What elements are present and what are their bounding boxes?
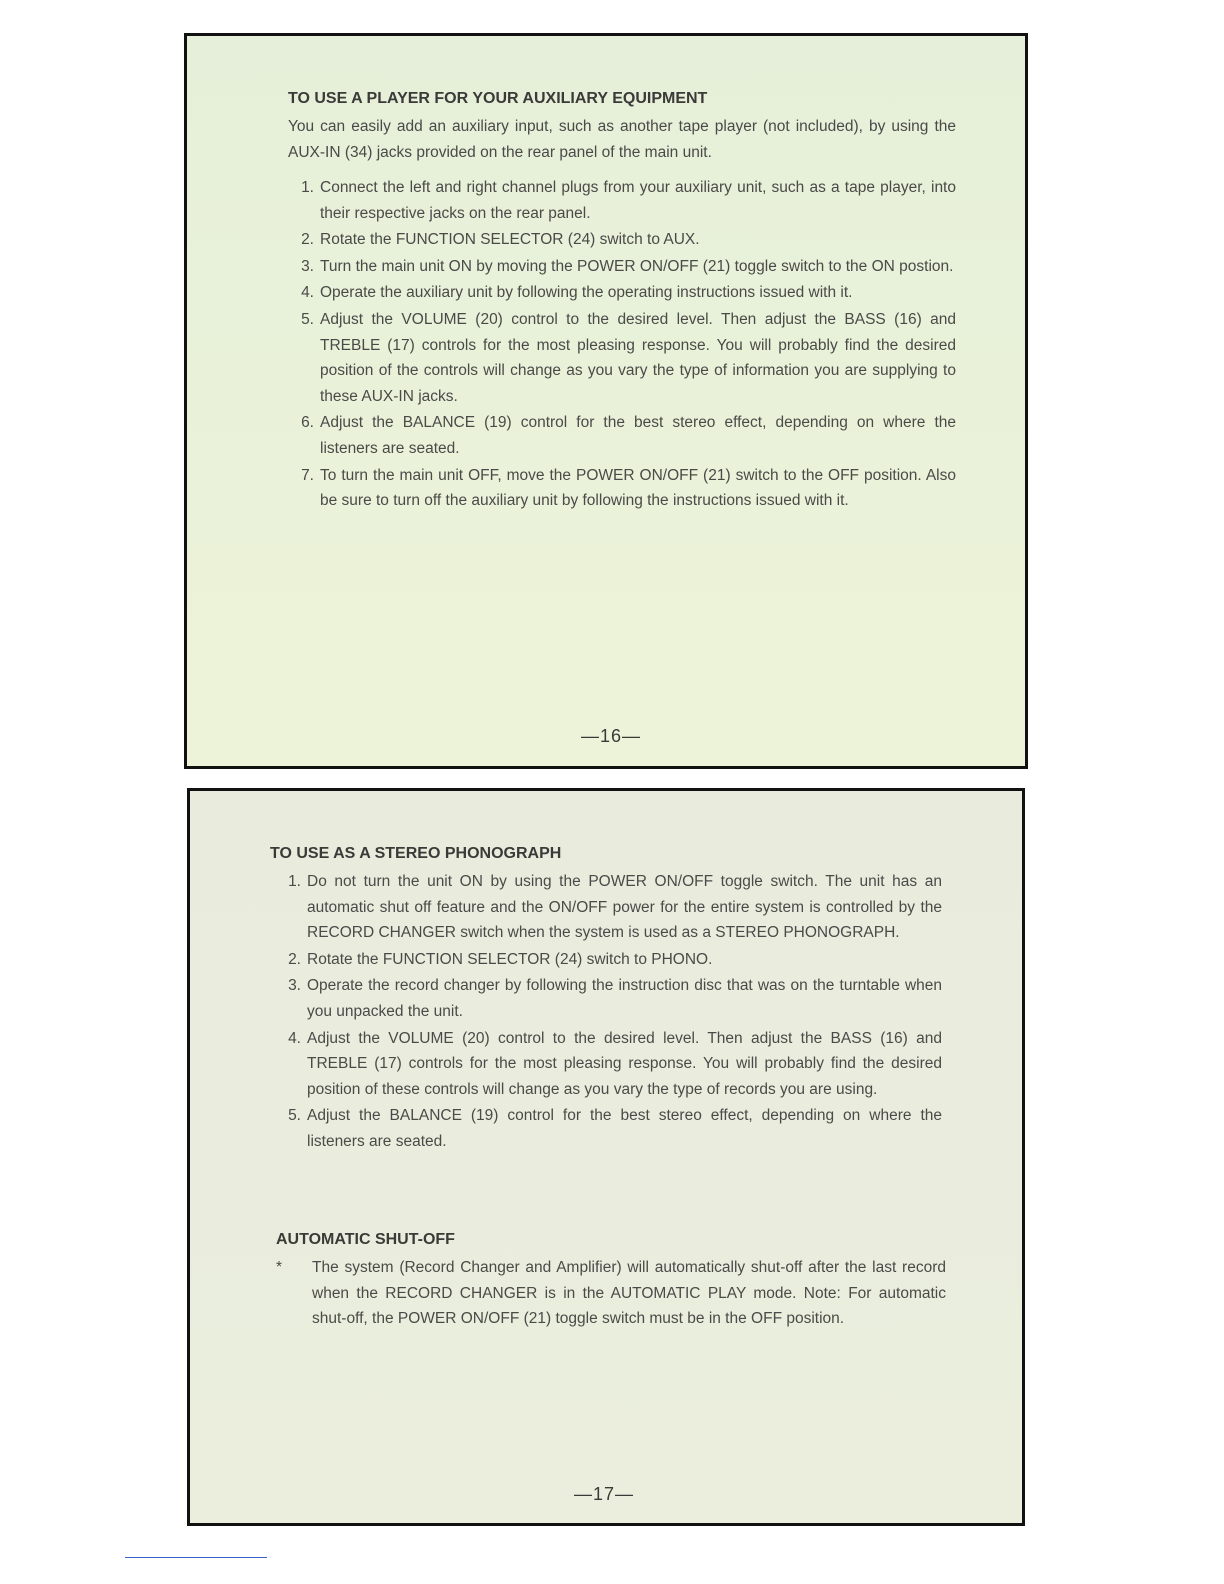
page-number: —16— xyxy=(581,726,642,746)
step-text: Adjust the VOLUME (20) control to the desired level. Then adjust the BASS (16) and TREBLE (17) controls for the most pleasing response. You will probably find the desired position of the controls will change as you vary the type of information you are supplying to these AUX-IN jacks. xyxy=(320,310,956,405)
section-heading-phonograph: TO USE AS A STEREO PHONOGRAPH xyxy=(270,845,562,862)
list-item xyxy=(276,1255,946,1332)
step-text: Do not turn the unit ON by using the POWER ON/OFF toggle switch. The unit has an automatic shut off feature and the ON/OFF power for the entire system is controlled by the RECORD CHANGER switch when the system is used as a STEREO PHONOGRAPH. xyxy=(307,873,942,942)
step-text: Adjust the VOLUME (20) control to the desired level. Then adjust the BASS (16) and TREBLE (17) controls for the most pleasing response. You will probably find the desired position of these controls will change as you vary the type of records you are using. xyxy=(307,1029,942,1098)
step-number: 2. xyxy=(301,231,314,249)
list-item xyxy=(288,463,956,514)
step-number: 3. xyxy=(301,257,314,275)
step-number: 5. xyxy=(288,1107,301,1125)
list-item xyxy=(288,175,956,226)
shutoff-notes-list xyxy=(276,1255,946,1333)
step-number: 1. xyxy=(301,179,314,196)
list-item xyxy=(274,947,942,973)
step-number: 5. xyxy=(301,310,314,328)
intro-paragraph: You can easily add an auxiliary input, such as another tape player (not included), by using the AUX-IN (34) jacks provided on the rear panel of the main unit. xyxy=(288,118,956,161)
step-number: 4. xyxy=(301,284,314,302)
step-number: 7. xyxy=(301,466,314,484)
list-item xyxy=(288,410,956,461)
list-item xyxy=(274,869,942,946)
footer-rule xyxy=(125,1557,267,1558)
step-number: 6. xyxy=(301,414,314,432)
page-number: —17— xyxy=(574,1484,635,1504)
list-item xyxy=(274,1103,942,1154)
manual-page-17 xyxy=(187,788,1025,1526)
step-number: 3. xyxy=(288,977,301,995)
step-number: 4. xyxy=(288,1029,301,1047)
list-item xyxy=(288,280,956,306)
list-item xyxy=(288,254,956,280)
auxiliary-steps-list xyxy=(288,175,956,515)
step-text: Adjust the BALANCE (19) control for the best stereo effect, depending on where the listeners are seated. xyxy=(307,1107,942,1150)
step-text: Connect the left and right channel plugs from your auxiliary unit, such as a tape player, into their respective jacks on the rear panel. xyxy=(320,179,956,222)
list-item xyxy=(274,973,942,1024)
section-heading-auto-shutoff: AUTOMATIC SHUT-OFF xyxy=(276,1231,455,1248)
asterisk-bullet: * xyxy=(276,1259,283,1276)
step-text: Operate the record changer by following the instruction disc that was on the turntable when you unpacked the unit. xyxy=(307,977,942,1020)
step-text: Adjust the BALANCE (19) control for the best stereo effect, depending on where the listeners are seated. xyxy=(320,414,956,457)
step-text: Operate the auxiliary unit by following the operating instructions issued with it. xyxy=(320,284,853,302)
phonograph-steps-list xyxy=(274,869,942,1156)
list-item xyxy=(288,227,956,253)
step-text: To turn the main unit OFF, move the POWER ON/OFF (21) switch to the OFF position. Also be sure to turn off the auxiliary unit by following the instructions issued with it. xyxy=(320,466,956,510)
step-text: Rotate the FUNCTION SELECTOR (24) switch to PHONO. xyxy=(307,950,713,968)
list-item xyxy=(274,1026,942,1103)
step-number: 1. xyxy=(288,873,301,890)
step-text: Rotate the FUNCTION SELECTOR (24) switch to AUX. xyxy=(320,231,700,249)
section-heading-auxiliary: TO USE A PLAYER FOR YOUR AUXILIARY EQUIPMENT xyxy=(288,90,708,107)
step-number: 2. xyxy=(288,950,301,968)
manual-page-16 xyxy=(184,33,1028,769)
note-text: The system (Record Changer and Amplifier) will automatically shut-off after the last record when the RECORD CHANGER is in the AUTOMATIC PLAY mode. Note: For automatic shut-off, the POWER ON/OFF (21) toggle switch must be in the OFF position. xyxy=(312,1259,946,1328)
step-text: Turn the main unit ON by moving the POWER ON/OFF (21) toggle switch to the ON postion. xyxy=(320,257,954,275)
list-item xyxy=(288,307,956,409)
